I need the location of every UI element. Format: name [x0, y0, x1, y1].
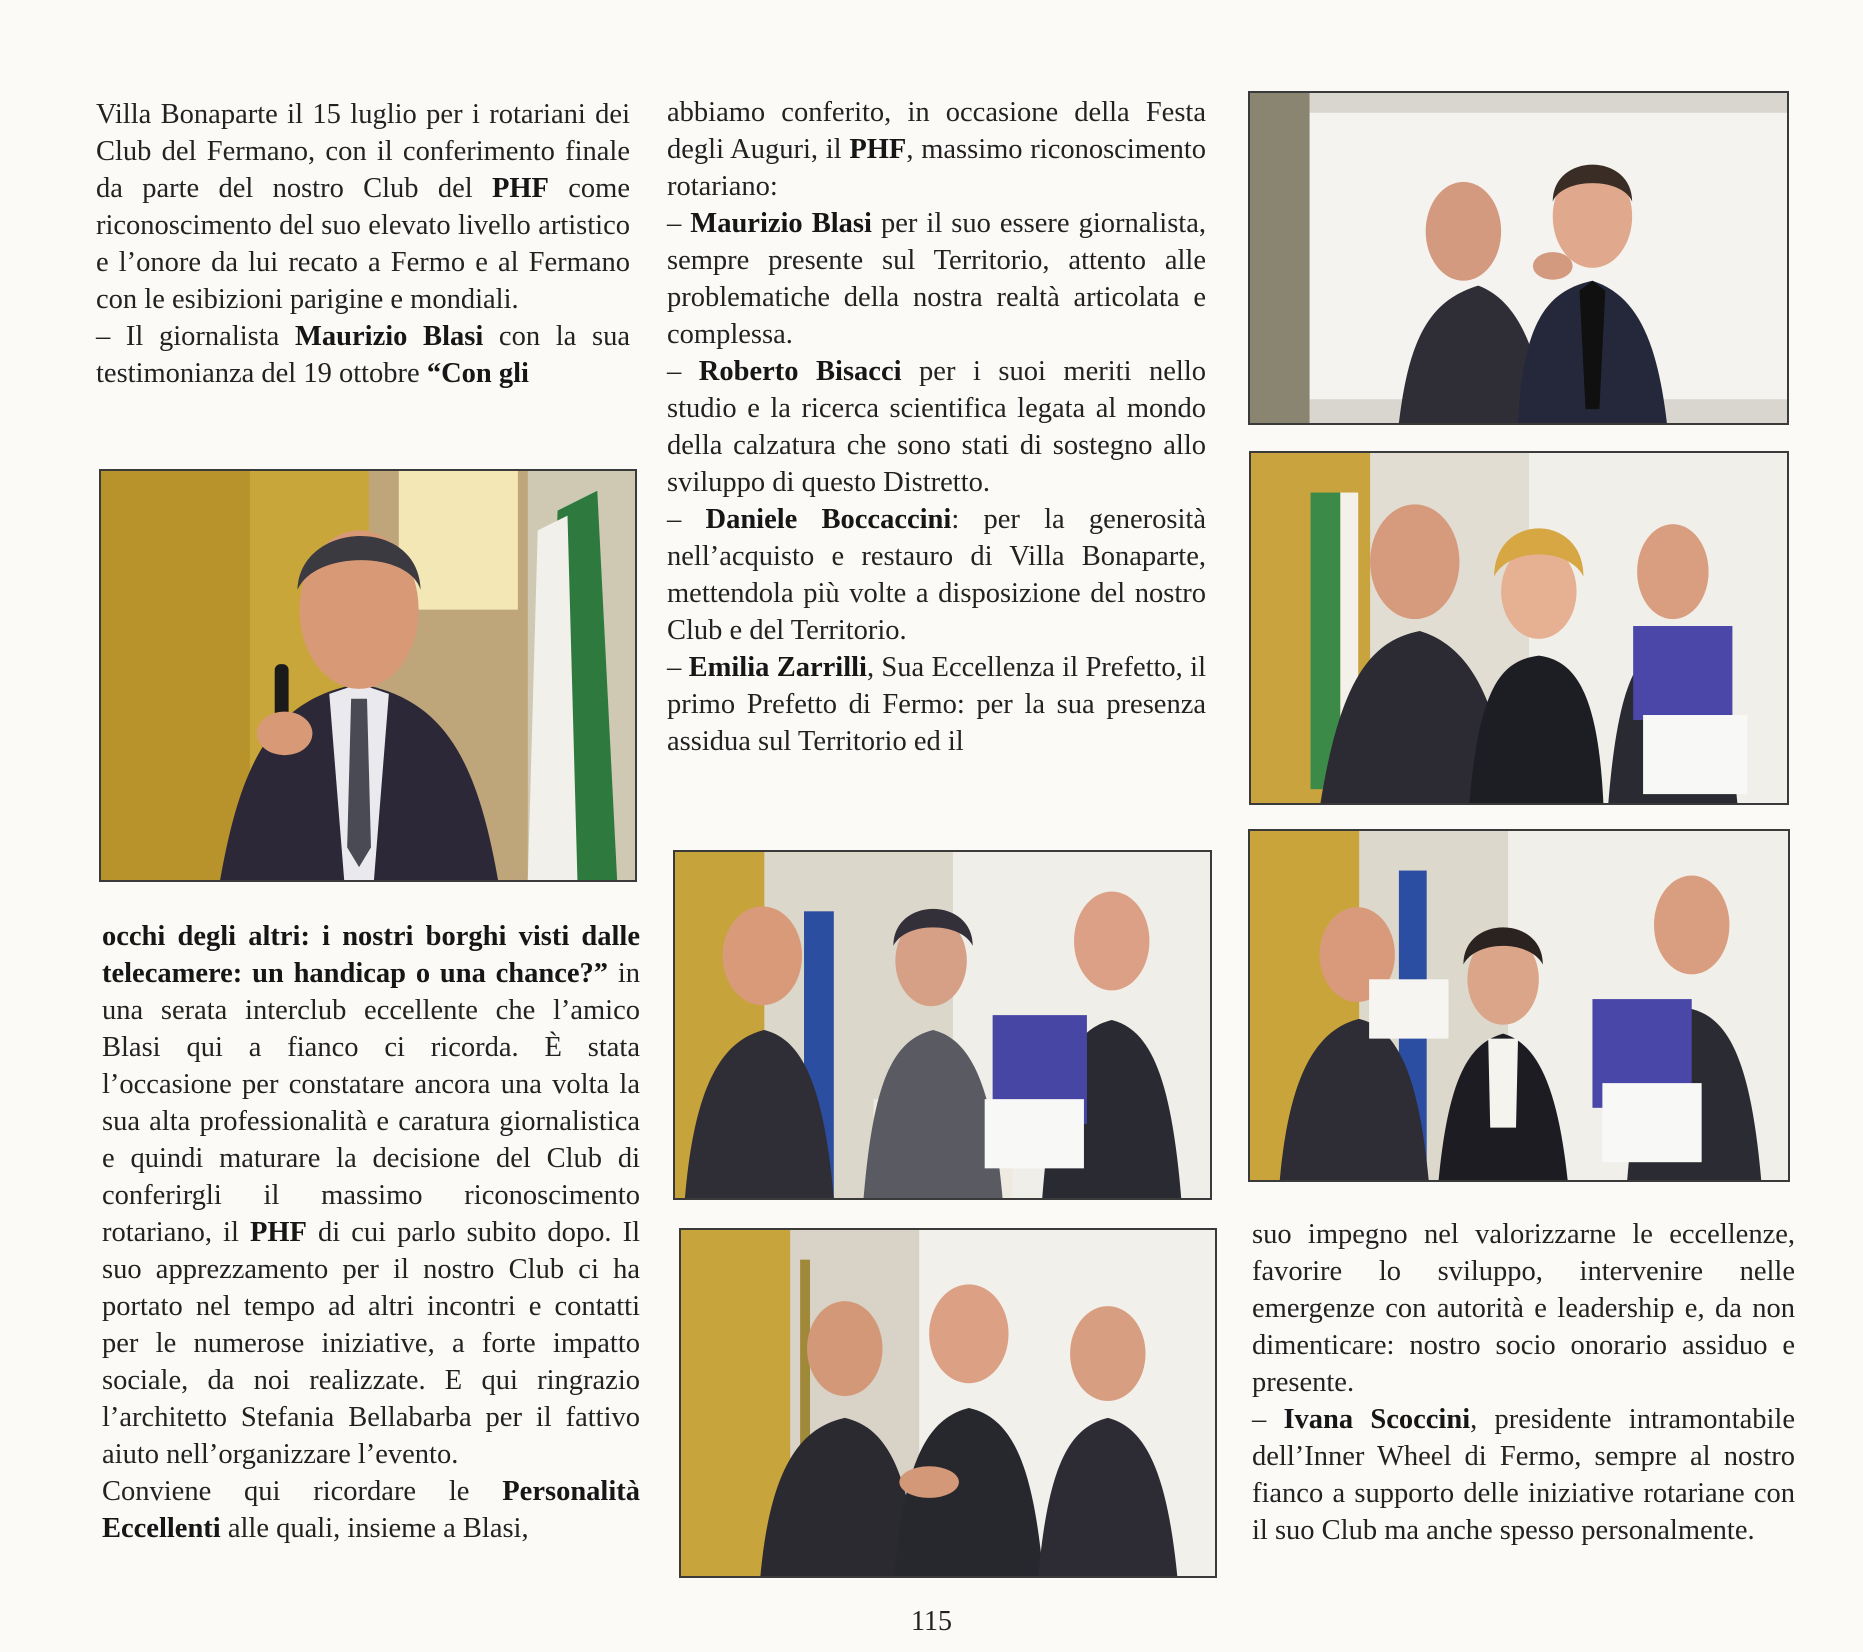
paragraph [667, 205, 1206, 353]
column-3-text [1252, 1216, 1795, 1549]
text-run: – [667, 652, 689, 683]
bold-text: Roberto Bisacci [698, 356, 902, 387]
paragraph [667, 649, 1206, 760]
photo-speaker-microphone [99, 469, 637, 882]
bold-text: Ivana Scoccini [1283, 1404, 1471, 1435]
text-run: Villa Bonaparte il 15 luglio per i rotariani dei Club del Fermano, con il conferimento finale da parte del nostro Club del [96, 99, 630, 204]
bold-text: Daniele Boccaccini [705, 504, 952, 535]
column-1-bottom-text [102, 918, 640, 1547]
text-run: , Sua Eccellenza il Prefetto, il primo Prefetto di Fermo: per la sua presenza assidua sul Territorio ed il [667, 652, 1206, 757]
text-run: con la sua testimonianza del 19 ottobre [96, 321, 630, 389]
bold-text: PHF [849, 134, 907, 165]
page-number: 115 [911, 1606, 952, 1637]
text-run: di cui parlo subito dopo. Il suo apprezzamento per il nostro Club ci ha portato nel tempo ad altri incontri e contatti per le numerose iniziative, a forte impatto sociale, da noi realizzate. E qui ringrazio l’architetto Stefania Bellabarba per il fattivo aiuto nell’organizzare l’evento. [102, 1217, 640, 1470]
paragraph [1252, 1216, 1795, 1401]
paragraph [96, 96, 630, 318]
bold-text: PHF [491, 173, 549, 204]
column-1-top-text [96, 96, 630, 392]
bold-text: Emilia Zarrilli [688, 652, 867, 683]
bold-text: Maurizio Blasi [295, 321, 484, 352]
text-run: per i suoi meriti nello studio e la ricerca scientifica legata al mondo della calzatura che sono stati di sostegno allo sviluppo di questo Distretto. [667, 356, 1206, 498]
paragraph [667, 353, 1206, 501]
photo-award-bisacci [673, 850, 1212, 1200]
text-run: – [667, 356, 699, 387]
paragraph [96, 318, 630, 392]
photo-pin-ceremony [1248, 91, 1789, 425]
text-run: in una serata interclub eccellente che l’amico Blasi qui a fianco ci ricorda. È stata l’occasione per constatare ancora una volta la sua alta professionalità e caratura giornalistica e quindi maturare la decisione del Club di conferirgli il massimo riconoscimento rotariano, il [102, 958, 640, 1248]
text-run: come riconoscimento del suo elevato livello artistico e l’onore da lui recato a Fermo e al Fermano con le esibizioni parigine e mondiali. [96, 173, 631, 315]
text-run: suo impegno nel valorizzarne le eccellenze, favorire lo sviluppo, intervenire nelle emergenze con autorità e leadership e, da non dimenticare: nostro socio onorario assiduo e presente. [1252, 1219, 1795, 1398]
text-run: per il suo essere giornalista, sempre presente sul Territorio, attento alle problematiche della nostra realtà articolata e complessa. [667, 208, 1207, 350]
text-run: : per la generosità nell’acquisto e restauro di Villa Bonaparte, mettendola più volte a disposizione del nostro Club e del Territorio. [667, 504, 1206, 646]
bold-text: occhi degli altri: i nostri borghi visti dalle telecamere: un handicap o una chance?” [102, 921, 640, 989]
paragraph [102, 1473, 640, 1547]
bold-text: Maurizio Blasi [690, 208, 872, 239]
text-run: , presidente intramontabile dell’Inner Wheel di Fermo, sempre al nostro fianco a supporto delle iniziative rotariane con il suo Club ma anche spesso personalmente. [1252, 1404, 1795, 1546]
photo-award-scoccini [1248, 829, 1790, 1182]
photo-handshake [679, 1228, 1217, 1578]
photo-award-woman [1249, 451, 1789, 805]
text-run: abbiamo conferito, in occasione della Festa degli Auguri, il [667, 97, 1206, 165]
column-2-text [667, 94, 1206, 760]
text-run: Conviene qui ricordare le [102, 1476, 503, 1507]
text-run: – [667, 504, 706, 535]
bold-text: Personalità Eccellenti [102, 1476, 640, 1544]
text-run: – [667, 208, 691, 239]
paragraph [667, 94, 1206, 205]
paragraph [1252, 1401, 1795, 1549]
text-run: alle quali, insieme a Blasi, [220, 1513, 529, 1544]
bold-text: “Con gli [426, 358, 529, 389]
text-run: – Il giornalista [96, 321, 295, 352]
text-run: – [1252, 1404, 1284, 1435]
paragraph [667, 501, 1206, 649]
bold-text: PHF [249, 1217, 307, 1248]
paragraph [102, 918, 640, 1473]
text-run: , massimo riconoscimento rotariano: [667, 134, 1206, 202]
